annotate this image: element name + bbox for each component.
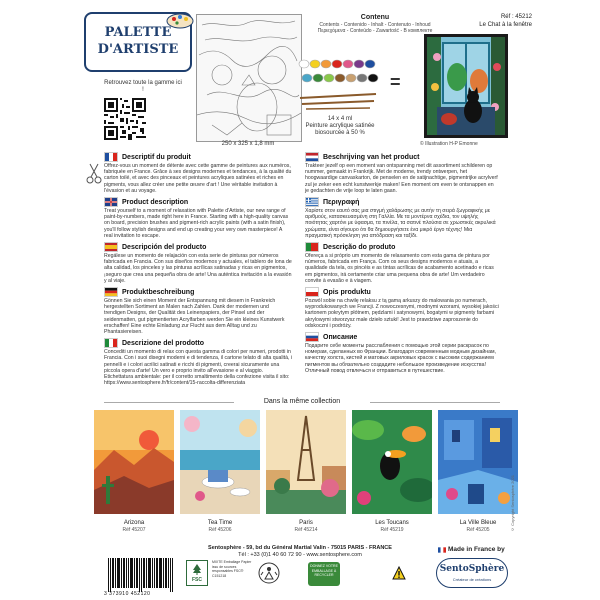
description-header (104, 152, 292, 162)
thumb-paris[interactable] (266, 410, 346, 514)
paint-pot (299, 60, 309, 68)
it-flag-icon (104, 338, 118, 348)
age-warning-icon (392, 566, 406, 580)
logo-line-2: D'ARTISTE (97, 42, 179, 57)
description-title: Περιγραφή (323, 198, 360, 206)
description-es (104, 242, 292, 284)
description-pl (305, 287, 499, 329)
description-fr (104, 152, 292, 194)
description-title: Product description (122, 198, 189, 206)
barcode-icon (104, 558, 178, 592)
paint-pot (332, 60, 342, 68)
description-title: Opis produktu (323, 288, 371, 296)
barcode-number: 3 373910 452120 (104, 591, 151, 597)
paint-pot (310, 60, 320, 68)
ru-flag-icon (305, 332, 319, 342)
thumb-ref: Réf 45207 (122, 527, 146, 533)
description-body: Gönnen Sie sich einen Moment der Entspannung mit diesem in Frankreich hergestellten Sortiment an Malen nach Zahlen. Dank der modernen und trendigen Designs, der Qualität des Leinenpapiers, der Pinsel und der seidenmatten, gut pigmentierten Acrylfarben werden Sie ein kleines Kunstwerk erschaffen! Eine echte Einladung zur Flucht aus dem Alltag und zu Phantasiereisen. (104, 298, 285, 336)
qr-caption: Retrouvez toute la gamme ici ! (104, 80, 182, 93)
description-title: Beschrijving van het product (323, 153, 420, 161)
illustration-credit: © Illustration H-P Emonne (420, 141, 478, 147)
equals-sign: = (390, 72, 401, 92)
divider (370, 402, 500, 403)
description-header (305, 152, 499, 162)
thumb-ref: Réf 45219 (380, 527, 404, 533)
description-header (305, 197, 499, 207)
description-header (104, 242, 292, 252)
paint-qty: 14 x 4 ml (327, 116, 353, 122)
description-body: Pozwól sobie na chwilę relaksu z tą gamą arkuszy do malowania po numerach, wyprodukowanych we Francji. Z nowoczesnymi, modnymi wzorami, wysokiej jakości kartonem pokrytym płótnem, pędzlami i satynowymi, bogatymi w pigmenty farbami akrylowymi stworzysz małe dzieło sztuki! Jest to prawdziwe zaproszenie do odskoczni i podróży. (305, 298, 499, 329)
fsc-label: FSC (192, 577, 202, 583)
paint-pot (354, 60, 364, 68)
recycle-badge (308, 562, 340, 586)
gr-flag-icon (305, 197, 319, 207)
brand-sub: Créateur de créations (452, 577, 492, 582)
thumb-les-toucans[interactable] (352, 410, 432, 514)
sentosphere-logo (436, 558, 508, 588)
paint-pot (335, 74, 345, 82)
made-in-france: Made in France by (448, 546, 505, 553)
description-title: Descripción del producto (122, 243, 207, 251)
paint-pot (357, 74, 367, 82)
thumb-arizona[interactable] (94, 410, 174, 514)
description-body: Regálese un momento de relajación con esta serie de pinturas por números fabricada en Francia. Con sus diseños modernos y actuales, el tablero de lona de alta calidad, los pinceles y las pinturas acrílicas satinadas y ricas en pigmentos, ¡seguro que crea una pequeña obra de arte! Una auténtica invitación a la evasión y al viaje. (104, 253, 292, 284)
description-title: Описание (323, 333, 358, 341)
description-pt (305, 242, 499, 284)
description-header (305, 287, 499, 297)
description-body: Ofereça a si próprio um momento de relaxamento com esta gama de pintura por números, fabricada em França. Com os seus designs modernos e atuais, a qualidade da tela, os pincéis e as tintas acrílicas de acabamento acetinado e ricas em pigmentos, irá certamente criar uma pequena obra de arte! Um verdadeiro convite à evasão e à viagem. (305, 253, 494, 284)
paint-bio: biosourcée à 50 % (315, 130, 365, 136)
description-header (104, 338, 292, 348)
collection-thumbnails (94, 410, 518, 540)
artwork-image (427, 37, 505, 135)
paint-caption (292, 116, 388, 137)
paint-pots-and-brushes-illustration (296, 54, 380, 114)
description-title: Descrição do produto (323, 243, 396, 251)
description-nl (305, 152, 499, 194)
address-line-1: Sentosphère - 59, bd du Général Martial Valin - 75015 PARIS - FRANCE (208, 545, 392, 551)
paint-pot (321, 60, 331, 68)
copyright-vertical: © Copyright Sentosphère 2021 (510, 474, 515, 532)
tea-time-artwork (180, 410, 260, 514)
paint-pot (368, 74, 378, 82)
collection-title: Dans la même collection (263, 398, 341, 405)
paint-brush-icon (166, 12, 196, 30)
pl-flag-icon (305, 287, 319, 297)
paint-type: Peinture acrylique satinée (305, 123, 375, 129)
descriptions-left-column (104, 152, 292, 389)
description-body: Подарите себе моменты расслабления с помощью этой серии раскрасок по номерам, сделанных во Франции. Благодаря современным модным дизайнам, качеству холста, кистей и матовых акриловых красок с высоким содержанием пигментов вы обязательно создадите небольшое произведение искусства! Отличный повод отвлечься и отправиться в путешествие. (305, 343, 496, 374)
description-header (305, 332, 499, 342)
description-gr (305, 197, 499, 239)
thumb-ref: Réf 45206 (208, 527, 232, 533)
description-it (104, 338, 292, 386)
thumb-ref: Réf 45205 (466, 527, 490, 533)
contents-sub-line-1: Contents - Contenido - Inhalt - Contenuto - Inhoud (319, 22, 431, 28)
finished-artwork-cat-window (424, 34, 508, 138)
paint-pot (343, 60, 353, 68)
logo-line-1: PALETTE (104, 25, 172, 40)
triman-recycling-icon (258, 562, 280, 584)
fsc-logo (186, 560, 208, 586)
paint-pot (302, 74, 312, 82)
description-de (104, 287, 292, 335)
sheet-dimensions: 250 x 325 x 1,8 mm (221, 141, 275, 147)
paint-pot (313, 74, 323, 82)
description-ru (305, 332, 499, 374)
product-ref: Réf : 45212 (500, 14, 532, 20)
description-body: Offrez-vous un moment de détente avec cette gamme de peintures aux numéros, fabriquée en France. Grâce à ses designs modernes et tendances, à la qualité du carton toilé, et avec des pinceaux et peintures acryliques satinées et riches en pigments, vous allez créer une petite œuvre d'art ! Une véritable invitation à l'évasion et au voyage. (104, 163, 292, 194)
company-address (170, 545, 430, 559)
thumb-name: Les Toucans (375, 520, 409, 526)
es-flag-icon (104, 242, 118, 252)
thumb-name: La Ville Bleue (459, 520, 497, 526)
paris-artwork (266, 410, 346, 514)
paint-pot (324, 74, 334, 82)
de-flag-icon (104, 287, 118, 297)
description-title: Produktbeschreibung (122, 288, 195, 296)
scissors-icon (85, 162, 103, 186)
qr-code-icon[interactable] (104, 98, 146, 140)
thumb-ref: Réf 45214 (294, 527, 318, 533)
paint-pot (365, 60, 375, 68)
thumb-tea-time[interactable] (180, 410, 260, 514)
description-title: Descriptif du produit (122, 153, 191, 161)
les-toucans-artwork (352, 410, 432, 514)
descriptions-right-column (305, 152, 499, 377)
nl-flag-icon (305, 152, 319, 162)
description-body: Trakteer jezelf op een moment van ontspanning met dit assortiment schilderen op nummer, gemaakt in Frankrijk. Met de moderne, trendy ontwerpen, het hoogwaardige canvaskarton, de penselen en de satijnachtige, pigmentrijke acrylverf zul je zeker een echt kunstwerkje maken! Een moment om even te ontsnappen en je gedachten de vrije loop te laten gaan. (305, 163, 498, 194)
thumb-name: Tea Time (207, 520, 233, 526)
description-body: Treat yourself to a moment of relaxation with Palette d'Artiste, our new range of paint-by-numbers, made right here in France. Starting with a high-quality canvas on board, precision brushes and pigment-rich acrylic paints (with a satin finish), you'll follow stylish designs and end up creating your very own masterpiece! A real invitation to escape. (104, 208, 289, 239)
arizona-artwork (94, 410, 174, 514)
pt-flag-icon (305, 242, 319, 252)
thumb-name: Paris (299, 520, 313, 526)
description-title: Descrizione del prodotto (122, 339, 205, 347)
la-ville-bleue-artwork (438, 410, 518, 514)
brand-name: SentoSphère (439, 564, 505, 574)
gb-flag-icon (104, 197, 118, 207)
contents-sub-line-2: Περιεχόμενα - Conteúdo - Zawartość - В комплекте (317, 28, 433, 34)
description-body: Χαρίστε στον εαυτό σας μια στιγμή χαλάρωσης με αυτήν τη σειρά ζωγραφικής με αριθμούς, κατασκευασμένη στη Γαλλία. Με τα μοντέρνα σχέδια, τον υψηλής ποιότητας χαρτόνι με ύφασμα, τα πινέλα, τα σατινέ πλούσια σε χρωστικές ακρυλικά χρώματα, είναι σίγουρο ότι θα δημιουργήσετε ένα μικρό έργο τέχνης! Μια πραγματική πρόσκληση για απόδραση και ταξίδι. (305, 208, 496, 239)
contents-title: Contenu (360, 14, 390, 21)
description-header (104, 287, 292, 297)
description-body: Concediti un momento di relax con questa gamma di colori per numeri, prodotti in Francia. Con i suoi disegni moderni e di tendenza, il cartone telato di alta qualità, i pennelli e i colori acrilici satinati e ricchi di pigmenti, creerai sicuramente una piccola opera d'arte! Un vero e proprio invito all'evasione e al viaggio. Etichettatura ambientale: per il corretto smaltimento della confezione visita il sito: https://www.sentosphere.fr/fr/content/15-raccolta-differenziata (104, 349, 293, 387)
fsc-text: MIXTE Emballage Papier issu de sources responsables FSC® C151218 (212, 560, 252, 578)
tree-icon (191, 563, 203, 575)
recycle-text: DONNEZ VOTRE EMBALLAGE À RECYCLER (310, 564, 338, 577)
thumb-name: Arizona (123, 520, 145, 526)
description-gb (104, 197, 292, 239)
product-title: Le Chat à la fenêtre (479, 22, 532, 28)
thumb-la-ville-bleue[interactable] (438, 410, 518, 514)
description-header (104, 197, 292, 207)
paint-pot (346, 74, 356, 82)
fr-flag-icon (104, 152, 118, 162)
address-line-2: Tél : +33 (0)1 40 60 72 90 - www.sentosphere.com (238, 552, 362, 558)
palette-artiste-logo (84, 12, 192, 72)
description-header (305, 242, 499, 252)
france-flag-icon (438, 547, 446, 553)
